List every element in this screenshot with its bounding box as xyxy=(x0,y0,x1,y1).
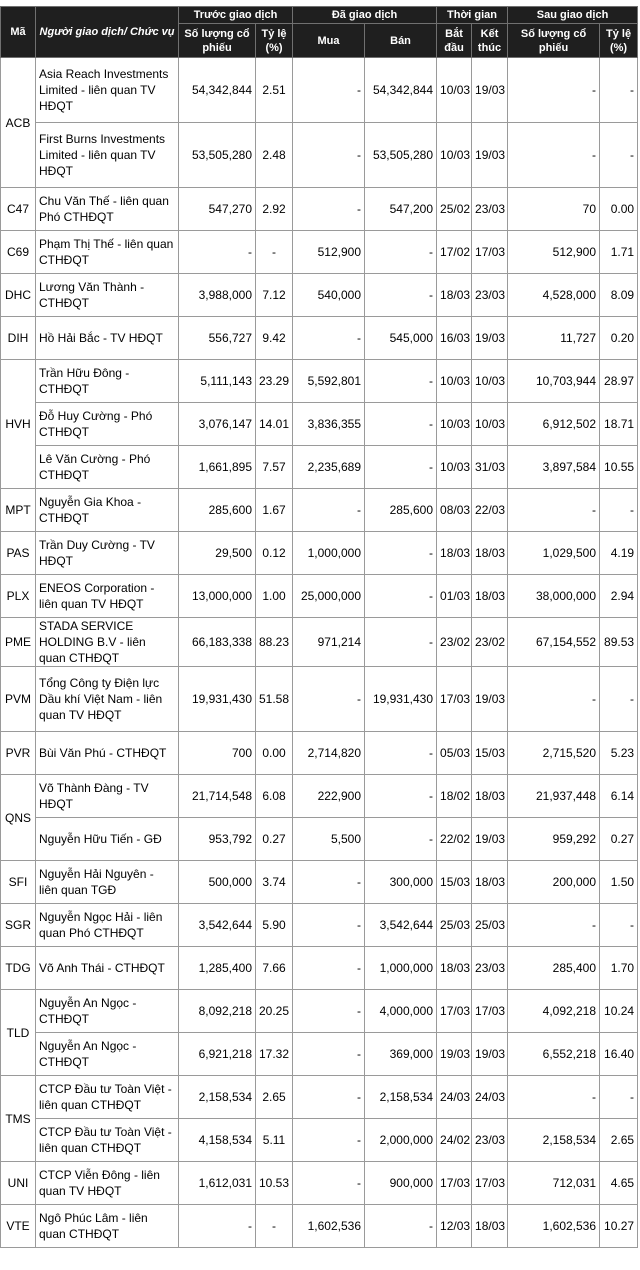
cell-buy: - xyxy=(293,1076,365,1119)
table-row xyxy=(1,861,638,904)
cell-person: First Burns Investments Limited - liên quan TV HĐQT xyxy=(36,123,179,188)
cell-after-qty: 38,000,000 xyxy=(508,575,600,618)
cell-after-qty: 3,897,584 xyxy=(508,446,600,489)
cell-person: Ngô Phúc Lâm - liên quan CTHĐQT xyxy=(36,1205,179,1248)
stock-code: TMS xyxy=(1,1076,36,1162)
cell-person: Nguyễn Gia Khoa - CTHĐQT xyxy=(36,489,179,532)
stock-code: PLX xyxy=(1,575,36,618)
cell-start: 18/03 xyxy=(437,274,472,317)
cell-before-pct: 0.00 xyxy=(256,732,293,775)
cell-person: Tổng Công ty Điện lực Dầu khí Việt Nam - liên quan TV HĐQT xyxy=(36,667,179,732)
table-row xyxy=(1,317,638,360)
cell-buy: - xyxy=(293,1162,365,1205)
cell-sell: - xyxy=(365,231,437,274)
cell-start: 10/03 xyxy=(437,360,472,403)
cell-after-pct: 0.20 xyxy=(600,317,638,360)
cell-start: 16/03 xyxy=(437,317,472,360)
cell-before-pct: 17.32 xyxy=(256,1033,293,1076)
cell-buy: - xyxy=(293,990,365,1033)
cell-start: 10/03 xyxy=(437,123,472,188)
cell-buy: 25,000,000 xyxy=(293,575,365,618)
cell-after-qty: 10,703,944 xyxy=(508,360,600,403)
cell-after-qty: - xyxy=(508,58,600,123)
cell-buy: - xyxy=(293,861,365,904)
cell-buy: - xyxy=(293,317,365,360)
cell-start: 23/02 xyxy=(437,618,472,667)
stock-code: ACB xyxy=(1,58,36,188)
table-row xyxy=(1,667,638,732)
cell-buy: 5,592,801 xyxy=(293,360,365,403)
header-traded: Đã giao dịch xyxy=(293,7,437,24)
table-row xyxy=(1,947,638,990)
cell-before-qty: 5,111,143 xyxy=(179,360,256,403)
cell-end: 17/03 xyxy=(472,990,508,1033)
cell-end: 18/03 xyxy=(472,575,508,618)
cell-end: 19/03 xyxy=(472,667,508,732)
cell-after-qty: 11,727 xyxy=(508,317,600,360)
cell-start: 01/03 xyxy=(437,575,472,618)
cell-start: 10/03 xyxy=(437,403,472,446)
cell-person: Võ Anh Thái - CTHĐQT xyxy=(36,947,179,990)
header-start: Bắt đầu xyxy=(437,24,472,58)
stock-code: DIH xyxy=(1,317,36,360)
table-row xyxy=(1,775,638,818)
cell-after-pct: 8.09 xyxy=(600,274,638,317)
cell-end: 19/03 xyxy=(472,818,508,861)
cell-before-pct: - xyxy=(256,231,293,274)
cell-person: CTCP Đầu tư Toàn Việt - liên quan CTHĐQT xyxy=(36,1076,179,1119)
cell-sell: - xyxy=(365,732,437,775)
cell-person: Lương Văn Thành - CTHĐQT xyxy=(36,274,179,317)
table-row xyxy=(1,1033,638,1076)
cell-buy: 512,900 xyxy=(293,231,365,274)
cell-sell: 900,000 xyxy=(365,1162,437,1205)
stock-code: SFI xyxy=(1,861,36,904)
table-body xyxy=(1,58,638,1248)
header-before-ratio: Tỷ lệ (%) xyxy=(256,24,293,58)
cell-after-qty: 959,292 xyxy=(508,818,600,861)
cell-sell: - xyxy=(365,532,437,575)
table-row xyxy=(1,274,638,317)
cell-after-pct: - xyxy=(600,904,638,947)
stock-code: HVH xyxy=(1,360,36,489)
cell-before-qty: 953,792 xyxy=(179,818,256,861)
cell-end: 19/03 xyxy=(472,123,508,188)
cell-start: 12/03 xyxy=(437,1205,472,1248)
cell-end: 18/03 xyxy=(472,1205,508,1248)
cell-before-qty: 29,500 xyxy=(179,532,256,575)
cell-after-pct: 1.50 xyxy=(600,861,638,904)
table-row xyxy=(1,818,638,861)
cell-after-pct: 0.00 xyxy=(600,188,638,231)
cell-after-qty: 4,528,000 xyxy=(508,274,600,317)
stock-code: PAS xyxy=(1,532,36,575)
cell-before-qty: 54,342,844 xyxy=(179,58,256,123)
cell-before-pct: 5.90 xyxy=(256,904,293,947)
cell-end: 25/03 xyxy=(472,904,508,947)
cell-after-pct: - xyxy=(600,1076,638,1119)
cell-end: 17/03 xyxy=(472,231,508,274)
cell-after-qty: 200,000 xyxy=(508,861,600,904)
cell-sell: - xyxy=(365,818,437,861)
cell-after-qty: 2,158,534 xyxy=(508,1119,600,1162)
cell-buy: - xyxy=(293,667,365,732)
cell-after-pct: - xyxy=(600,58,638,123)
cell-after-qty: 2,715,520 xyxy=(508,732,600,775)
cell-before-qty: 6,921,218 xyxy=(179,1033,256,1076)
cell-person: Chu Văn Thế - liên quan Phó CTHĐQT xyxy=(36,188,179,231)
header-after-qty: Số lượng cổ phiếu xyxy=(508,24,600,58)
stock-code: PVM xyxy=(1,667,36,732)
cell-before-qty: 13,000,000 xyxy=(179,575,256,618)
header-before-qty: Số lượng cổ phiếu xyxy=(179,24,256,58)
cell-before-pct: 1.67 xyxy=(256,489,293,532)
cell-after-pct: 2.94 xyxy=(600,575,638,618)
cell-person: Võ Thành Đàng - TV HĐQT xyxy=(36,775,179,818)
cell-sell: 547,200 xyxy=(365,188,437,231)
cell-after-pct: 4.19 xyxy=(600,532,638,575)
cell-start: 08/03 xyxy=(437,489,472,532)
cell-end: 23/02 xyxy=(472,618,508,667)
cell-end: 19/03 xyxy=(472,1033,508,1076)
cell-end: 24/03 xyxy=(472,1076,508,1119)
cell-end: 10/03 xyxy=(472,403,508,446)
cell-person: Nguyễn Ngọc Hải - liên quan Phó CTHĐQT xyxy=(36,904,179,947)
cell-person: Nguyễn Hải Nguyên - liên quan TGĐ xyxy=(36,861,179,904)
cell-person: Nguyễn An Ngọc - CTHĐQT xyxy=(36,1033,179,1076)
table-row xyxy=(1,360,638,403)
cell-after-pct: 6.14 xyxy=(600,775,638,818)
cell-before-qty: 1,285,400 xyxy=(179,947,256,990)
cell-before-pct: 2.65 xyxy=(256,1076,293,1119)
cell-before-pct: 2.48 xyxy=(256,123,293,188)
cell-after-pct: 16.40 xyxy=(600,1033,638,1076)
cell-after-qty: 67,154,552 xyxy=(508,618,600,667)
cell-sell: - xyxy=(365,446,437,489)
cell-before-qty: 3,988,000 xyxy=(179,274,256,317)
cell-person: Đỗ Huy Cường - Phó CTHĐQT xyxy=(36,403,179,446)
cell-after-qty: - xyxy=(508,904,600,947)
cell-start: 18/03 xyxy=(437,947,472,990)
table-header xyxy=(1,7,638,58)
cell-after-qty: 712,031 xyxy=(508,1162,600,1205)
cell-buy: - xyxy=(293,58,365,123)
insider-trading-table xyxy=(0,6,638,1248)
cell-after-qty: 285,400 xyxy=(508,947,600,990)
cell-end: 10/03 xyxy=(472,360,508,403)
header-buy: Mua xyxy=(293,24,365,58)
cell-sell: - xyxy=(365,403,437,446)
cell-before-pct: 51.58 xyxy=(256,667,293,732)
cell-after-pct: 10.55 xyxy=(600,446,638,489)
stock-code: C69 xyxy=(1,231,36,274)
cell-sell: - xyxy=(365,274,437,317)
cell-after-qty: 512,900 xyxy=(508,231,600,274)
cell-after-qty: 4,092,218 xyxy=(508,990,600,1033)
table-row xyxy=(1,1076,638,1119)
stock-code: SGR xyxy=(1,904,36,947)
table-row xyxy=(1,489,638,532)
cell-end: 18/03 xyxy=(472,532,508,575)
cell-start: 25/02 xyxy=(437,188,472,231)
cell-after-pct: 10.24 xyxy=(600,990,638,1033)
cell-start: 18/03 xyxy=(437,532,472,575)
cell-sell: 3,542,644 xyxy=(365,904,437,947)
cell-start: 10/03 xyxy=(437,446,472,489)
cell-sell: 19,931,430 xyxy=(365,667,437,732)
cell-start: 22/02 xyxy=(437,818,472,861)
cell-person: Trần Duy Cường - TV HĐQT xyxy=(36,532,179,575)
cell-before-pct: 1.00 xyxy=(256,575,293,618)
cell-start: 15/03 xyxy=(437,861,472,904)
stock-code: VTE xyxy=(1,1205,36,1248)
cell-buy: - xyxy=(293,947,365,990)
stock-code: TLD xyxy=(1,990,36,1076)
cell-start: 18/02 xyxy=(437,775,472,818)
table-row xyxy=(1,732,638,775)
cell-person: Asia Reach Investments Limited - liên quan TV HĐQT xyxy=(36,58,179,123)
cell-before-qty: - xyxy=(179,1205,256,1248)
cell-after-pct: - xyxy=(600,667,638,732)
table-row xyxy=(1,618,638,667)
cell-sell: 1,000,000 xyxy=(365,947,437,990)
cell-after-qty: 1,029,500 xyxy=(508,532,600,575)
cell-end: 23/03 xyxy=(472,1119,508,1162)
cell-buy: - xyxy=(293,188,365,231)
stock-code: PME xyxy=(1,618,36,667)
cell-start: 10/03 xyxy=(437,58,472,123)
cell-after-pct: - xyxy=(600,489,638,532)
cell-buy: - xyxy=(293,1033,365,1076)
header-time: Thời gian xyxy=(437,7,508,24)
cell-after-pct: 0.27 xyxy=(600,818,638,861)
cell-before-pct: 7.57 xyxy=(256,446,293,489)
cell-before-qty: 285,600 xyxy=(179,489,256,532)
cell-person: STADA SERVICE HOLDING B.V - liên quan CTHĐQT xyxy=(36,618,179,667)
stock-code: DHC xyxy=(1,274,36,317)
cell-after-pct: 89.53 xyxy=(600,618,638,667)
cell-after-qty: - xyxy=(508,123,600,188)
cell-before-qty: 3,076,147 xyxy=(179,403,256,446)
cell-buy: 540,000 xyxy=(293,274,365,317)
cell-before-pct: 0.27 xyxy=(256,818,293,861)
cell-buy: 5,500 xyxy=(293,818,365,861)
cell-end: 23/03 xyxy=(472,188,508,231)
cell-before-pct: 20.25 xyxy=(256,990,293,1033)
cell-sell: - xyxy=(365,360,437,403)
cell-after-qty: 6,912,502 xyxy=(508,403,600,446)
cell-end: 19/03 xyxy=(472,317,508,360)
cell-person: Nguyễn An Ngọc - CTHĐQT xyxy=(36,990,179,1033)
cell-after-qty: 6,552,218 xyxy=(508,1033,600,1076)
cell-before-pct: 7.12 xyxy=(256,274,293,317)
cell-after-qty: 21,937,448 xyxy=(508,775,600,818)
cell-sell: - xyxy=(365,1205,437,1248)
cell-buy: - xyxy=(293,123,365,188)
cell-start: 17/03 xyxy=(437,1162,472,1205)
cell-before-qty: 556,727 xyxy=(179,317,256,360)
cell-before-qty: 1,661,895 xyxy=(179,446,256,489)
header-after: Sau giao dịch xyxy=(508,7,638,24)
cell-person: ENEOS Corporation - liên quan TV HĐQT xyxy=(36,575,179,618)
cell-before-qty: 500,000 xyxy=(179,861,256,904)
cell-sell: 545,000 xyxy=(365,317,437,360)
cell-before-pct: 9.42 xyxy=(256,317,293,360)
cell-person: CTCP Đầu tư Toàn Việt - liên quan CTHĐQT xyxy=(36,1119,179,1162)
cell-before-qty: 21,714,548 xyxy=(179,775,256,818)
table-row xyxy=(1,123,638,188)
cell-before-qty: 53,505,280 xyxy=(179,123,256,188)
cell-after-pct: 2.65 xyxy=(600,1119,638,1162)
table-row xyxy=(1,188,638,231)
cell-person: CTCP Viễn Đông - liên quan TV HĐQT xyxy=(36,1162,179,1205)
cell-after-qty: 1,602,536 xyxy=(508,1205,600,1248)
cell-buy: - xyxy=(293,904,365,947)
cell-end: 17/03 xyxy=(472,1162,508,1205)
cell-sell: 369,000 xyxy=(365,1033,437,1076)
table-row xyxy=(1,1119,638,1162)
cell-end: 19/03 xyxy=(472,58,508,123)
table-row xyxy=(1,575,638,618)
cell-end: 23/03 xyxy=(472,274,508,317)
cell-sell: 300,000 xyxy=(365,861,437,904)
stock-code: TDG xyxy=(1,947,36,990)
cell-after-pct: 4.65 xyxy=(600,1162,638,1205)
cell-before-pct: 5.11 xyxy=(256,1119,293,1162)
cell-sell: - xyxy=(365,575,437,618)
cell-start: 24/03 xyxy=(437,1076,472,1119)
cell-sell: 2,158,534 xyxy=(365,1076,437,1119)
cell-after-pct: 1.71 xyxy=(600,231,638,274)
cell-buy: 2,235,689 xyxy=(293,446,365,489)
cell-before-pct: 23.29 xyxy=(256,360,293,403)
cell-after-pct: 5.23 xyxy=(600,732,638,775)
table-row xyxy=(1,58,638,123)
cell-before-pct: 2.51 xyxy=(256,58,293,123)
cell-before-qty: - xyxy=(179,231,256,274)
cell-buy: - xyxy=(293,1119,365,1162)
table-row xyxy=(1,231,638,274)
table-row xyxy=(1,446,638,489)
cell-sell: - xyxy=(365,775,437,818)
cell-before-qty: 4,158,534 xyxy=(179,1119,256,1162)
header-sell: Bán xyxy=(365,24,437,58)
cell-before-qty: 1,612,031 xyxy=(179,1162,256,1205)
cell-end: 18/03 xyxy=(472,861,508,904)
cell-start: 05/03 xyxy=(437,732,472,775)
cell-person: Trần Hữu Đông - CTHĐQT xyxy=(36,360,179,403)
cell-start: 25/03 xyxy=(437,904,472,947)
cell-start: 17/02 xyxy=(437,231,472,274)
cell-person: Phạm Thị Thế - liên quan CTHĐQT xyxy=(36,231,179,274)
cell-buy: 222,900 xyxy=(293,775,365,818)
cell-buy: - xyxy=(293,489,365,532)
stock-code: C47 xyxy=(1,188,36,231)
cell-buy: 2,714,820 xyxy=(293,732,365,775)
header-code: Mã xyxy=(1,7,36,58)
cell-after-pct: 10.27 xyxy=(600,1205,638,1248)
stock-code: PVR xyxy=(1,732,36,775)
cell-end: 22/03 xyxy=(472,489,508,532)
cell-before-pct: - xyxy=(256,1205,293,1248)
cell-person: Lê Văn Cường - Phó CTHĐQT xyxy=(36,446,179,489)
cell-buy: 1,602,536 xyxy=(293,1205,365,1248)
cell-sell: 54,342,844 xyxy=(365,58,437,123)
cell-before-qty: 66,183,338 xyxy=(179,618,256,667)
cell-before-pct: 14.01 xyxy=(256,403,293,446)
stock-code: MPT xyxy=(1,489,36,532)
cell-sell: 4,000,000 xyxy=(365,990,437,1033)
cell-before-pct: 6.08 xyxy=(256,775,293,818)
cell-after-pct: 1.70 xyxy=(600,947,638,990)
cell-after-pct: 18.71 xyxy=(600,403,638,446)
cell-start: 17/03 xyxy=(437,990,472,1033)
cell-before-qty: 3,542,644 xyxy=(179,904,256,947)
cell-after-qty: 70 xyxy=(508,188,600,231)
cell-after-qty: - xyxy=(508,489,600,532)
stock-code: QNS xyxy=(1,775,36,861)
table-row xyxy=(1,990,638,1033)
cell-end: 18/03 xyxy=(472,775,508,818)
cell-before-pct: 7.66 xyxy=(256,947,293,990)
cell-before-pct: 2.92 xyxy=(256,188,293,231)
cell-after-pct: - xyxy=(600,123,638,188)
cell-after-qty: - xyxy=(508,667,600,732)
cell-after-pct: 28.97 xyxy=(600,360,638,403)
cell-end: 15/03 xyxy=(472,732,508,775)
header-end: Kết thúc xyxy=(472,24,508,58)
cell-end: 31/03 xyxy=(472,446,508,489)
cell-before-pct: 88.23 xyxy=(256,618,293,667)
header-person: Người giao dịch/ Chức vụ xyxy=(36,7,179,58)
cell-sell: - xyxy=(365,618,437,667)
cell-person: Hồ Hải Bắc - TV HĐQT xyxy=(36,317,179,360)
cell-after-qty: - xyxy=(508,1076,600,1119)
cell-end: 23/03 xyxy=(472,947,508,990)
cell-buy: 3,836,355 xyxy=(293,403,365,446)
cell-before-pct: 10.53 xyxy=(256,1162,293,1205)
cell-start: 24/02 xyxy=(437,1119,472,1162)
cell-person: Bùi Văn Phú - CTHĐQT xyxy=(36,732,179,775)
table-row xyxy=(1,403,638,446)
cell-person: Nguyễn Hữu Tiến - GĐ xyxy=(36,818,179,861)
table-row xyxy=(1,1205,638,1248)
cell-start: 19/03 xyxy=(437,1033,472,1076)
cell-sell: 53,505,280 xyxy=(365,123,437,188)
cell-sell: 2,000,000 xyxy=(365,1119,437,1162)
cell-before-pct: 3.74 xyxy=(256,861,293,904)
cell-before-qty: 547,270 xyxy=(179,188,256,231)
cell-buy: 971,214 xyxy=(293,618,365,667)
cell-buy: 1,000,000 xyxy=(293,532,365,575)
cell-before-qty: 700 xyxy=(179,732,256,775)
cell-sell: 285,600 xyxy=(365,489,437,532)
cell-before-qty: 2,158,534 xyxy=(179,1076,256,1119)
table-row xyxy=(1,904,638,947)
header-before: Trước giao dịch xyxy=(179,7,293,24)
stock-code: UNI xyxy=(1,1162,36,1205)
cell-before-pct: 0.12 xyxy=(256,532,293,575)
header-after-ratio: Tỷ lệ (%) xyxy=(600,24,638,58)
cell-start: 17/03 xyxy=(437,667,472,732)
table-row xyxy=(1,1162,638,1205)
cell-before-qty: 8,092,218 xyxy=(179,990,256,1033)
table-row xyxy=(1,532,638,575)
cell-before-qty: 19,931,430 xyxy=(179,667,256,732)
